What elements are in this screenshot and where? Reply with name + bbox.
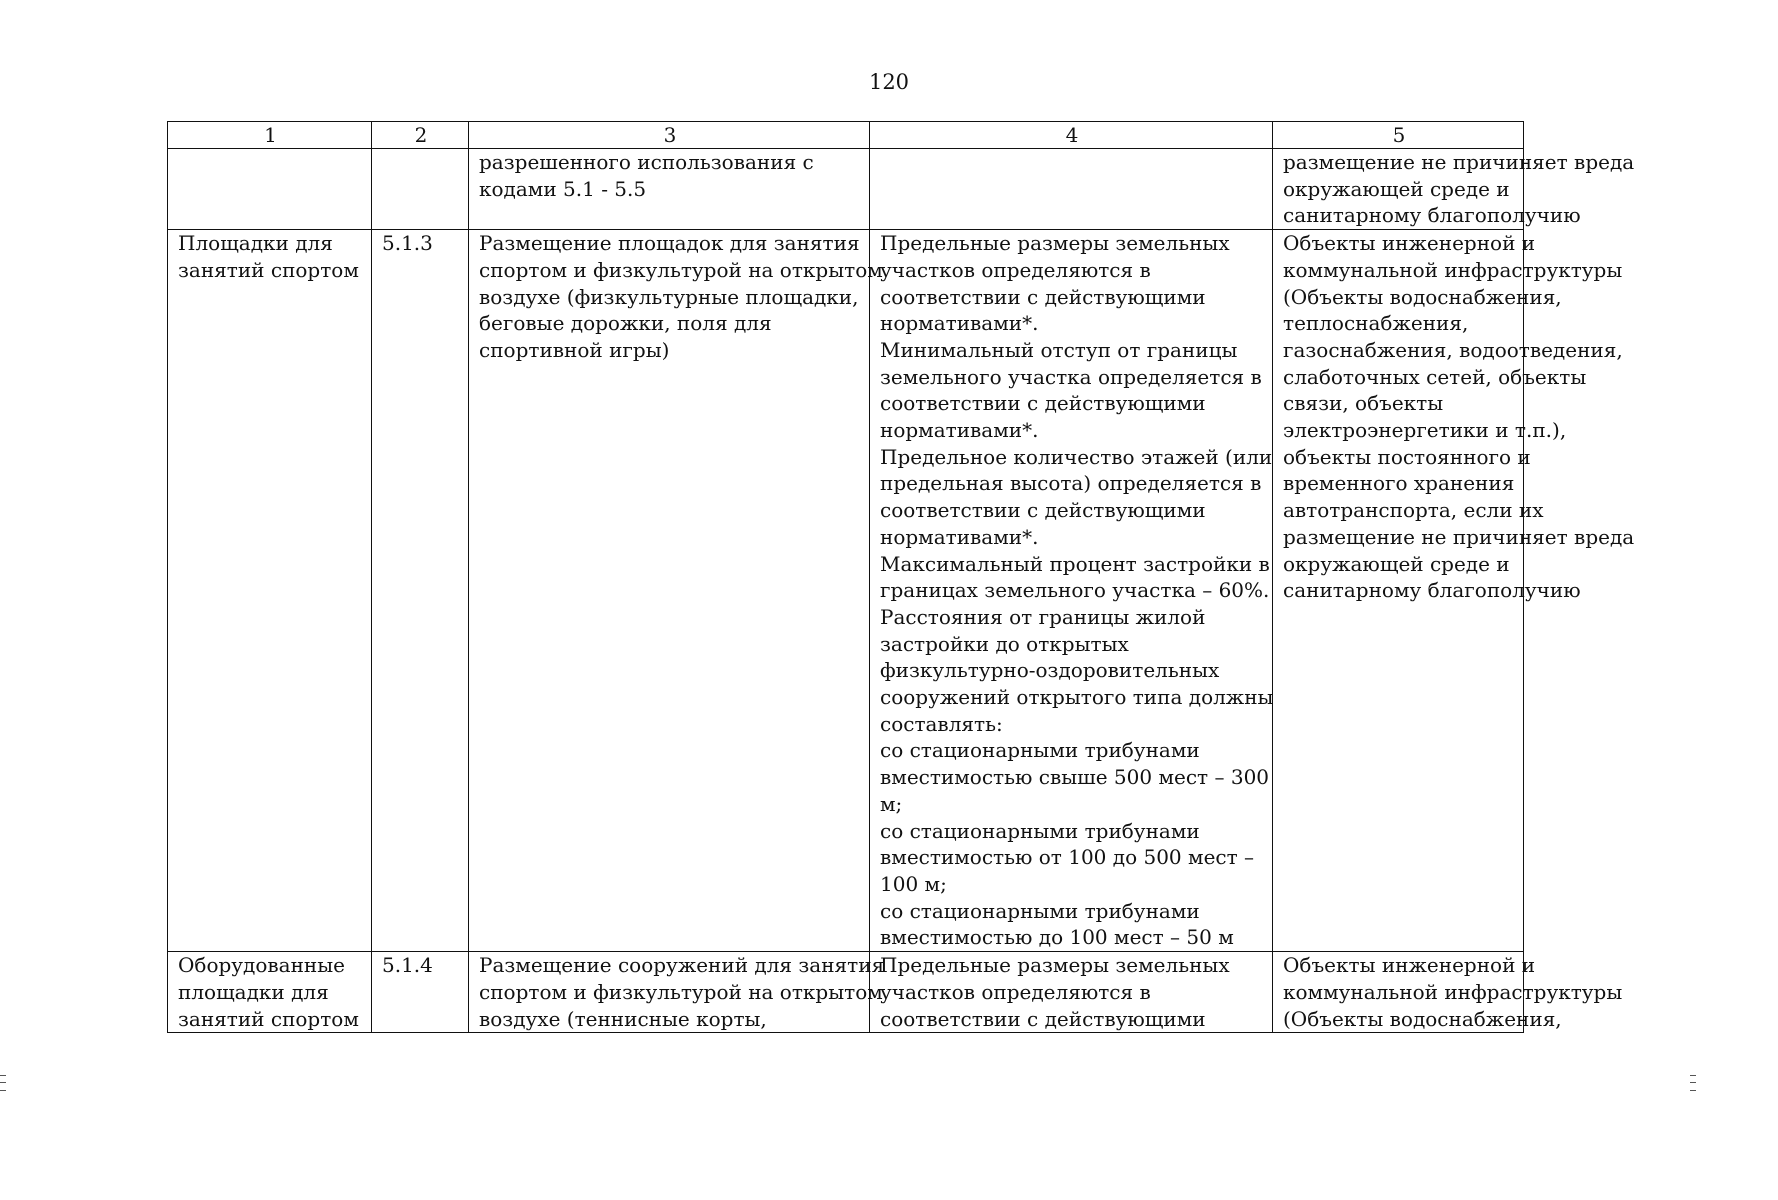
cell-use-code xyxy=(372,952,469,1033)
cell-text-line: участков определяются в xyxy=(880,257,1151,282)
cell-auxiliary-uses xyxy=(1273,952,1623,1033)
cell-text-line: Площадки для xyxy=(178,231,333,256)
cell-use-code xyxy=(372,230,469,952)
page-number: 120 xyxy=(868,70,910,94)
cell-text-line: объекты постоянного и xyxy=(1283,444,1531,469)
cell-text-line: коммунальной инфраструктуры xyxy=(1283,979,1623,1004)
cell-text-line: площадки для xyxy=(178,979,329,1004)
cell-text-line: Оборудованные xyxy=(178,953,346,978)
cell-text-line: слаботочных сетей, объекты xyxy=(1283,364,1587,389)
header-col-3: 3 xyxy=(469,122,870,149)
cell-text-line: беговые дорожки, поля для xyxy=(479,311,772,336)
cell-text-line: теплоснабжения, xyxy=(1283,311,1469,336)
cell-text-line: 5.1.4 xyxy=(382,953,433,978)
cell-parameters xyxy=(870,230,1273,952)
cell-text-line: сооружений открытого типа должны xyxy=(880,685,1274,710)
cell-text-line: спортом и физкультурой на открытом xyxy=(479,979,883,1004)
cell-text-line: нормативами*. xyxy=(880,418,1039,443)
cell-text-line: разрешенного использования с xyxy=(479,150,814,174)
table-row xyxy=(168,230,1524,952)
cell-text-line: вместимостью до 100 мест – 50 м xyxy=(880,925,1234,950)
cell-text-line: газоснабжения, водоотведения, xyxy=(1283,337,1623,362)
cell-text-line: кодами 5.1 - 5.5 xyxy=(479,176,647,201)
cell-text-line: занятий спортом xyxy=(178,1006,359,1031)
cell-text-line: воздухе (теннисные корты, xyxy=(479,1006,767,1031)
cell-text-line: составлять: xyxy=(880,711,1003,736)
cell-use-description xyxy=(469,230,883,952)
cell-text-line: Предельное количество этажей (или xyxy=(880,444,1273,469)
cell-text-line: санитарному благополучию xyxy=(1283,203,1581,228)
cell-text-line: автотранспорта, если их xyxy=(1283,498,1544,523)
header-col-1: 1 xyxy=(168,122,372,149)
cell-text-line: 5.1.3 xyxy=(382,231,433,256)
cell-use-description xyxy=(469,149,870,230)
cell-text-line: Объекты инженерной и xyxy=(1283,231,1536,256)
table-header-row xyxy=(168,122,1524,149)
cell-parameters xyxy=(870,149,1273,230)
cell-text-line: Размещение сооружений для занятия xyxy=(479,953,885,978)
cell-use-type xyxy=(168,952,372,1033)
cell-text-line: окружающей среде и xyxy=(1283,176,1510,201)
cell-text-line: 100 м; xyxy=(880,871,947,896)
cell-text-line: (Объекты водоснабжения, xyxy=(1283,284,1562,309)
cell-use-type xyxy=(168,230,372,952)
cell-text-line: застройки до открытых xyxy=(880,631,1129,656)
cell-text-line: м; xyxy=(880,791,903,816)
cell-text-line: нормативами*. xyxy=(880,311,1039,336)
cell-parameters xyxy=(870,952,1273,1033)
cell-text-line: границах земельного участка – 60%. xyxy=(880,578,1270,603)
cell-auxiliary-uses xyxy=(1273,230,1635,952)
cell-text-line: предельная высота) определяется в xyxy=(880,471,1262,496)
table-row xyxy=(168,149,1524,230)
cell-text-line: спортом и физкультурой на открытом xyxy=(479,257,883,282)
header-col-4: 4 xyxy=(870,122,1273,149)
cell-use-description xyxy=(469,952,885,1033)
cell-text-line: земельного участка определяется в xyxy=(880,364,1262,389)
cell-text-line: связи, объекты xyxy=(1283,391,1444,416)
cell-text-line: спортивной игры) xyxy=(479,337,670,362)
cell-text-line: (Объекты водоснабжения, xyxy=(1283,1006,1562,1031)
cell-text-line: окружающей среде и xyxy=(1283,551,1510,576)
cell-text-line: коммунальной инфраструктуры xyxy=(1283,257,1623,282)
cell-text-line: соответствии с действующими xyxy=(880,391,1206,416)
cell-text-line: Предельные размеры земельных xyxy=(880,231,1230,256)
cell-text-line: со стационарными трибунами xyxy=(880,738,1200,763)
cell-text-line: физкультурно-оздоровительных xyxy=(880,658,1220,683)
cell-text-line: временного хранения xyxy=(1283,471,1515,496)
cell-text-line: соответствии с действующими xyxy=(880,1006,1206,1031)
cell-text-line: вместимостью свыше 500 мест – 300 xyxy=(880,765,1270,790)
cell-text-line: воздухе (физкультурные площадки, xyxy=(479,284,859,309)
cell-text-line: участков определяются в xyxy=(880,979,1151,1004)
cell-text-line: Расстояния от границы жилой xyxy=(880,604,1206,629)
cell-text-line: вместимостью от 100 до 500 мест – xyxy=(880,845,1255,870)
cell-use-code xyxy=(372,149,469,230)
cell-text-line: занятий спортом xyxy=(178,257,359,282)
cell-text-line: со стационарными трибунами xyxy=(880,898,1200,923)
cell-text-line: соответствии с действующими xyxy=(880,284,1206,309)
cell-text-line: размещение не причиняет вреда xyxy=(1283,150,1635,174)
scan-edge-mark-right xyxy=(1690,1075,1696,1091)
cell-text-line: со стационарными трибунами xyxy=(880,818,1200,843)
scan-edge-mark-left xyxy=(0,1075,6,1091)
cell-text-line: соответствии с действующими xyxy=(880,498,1206,523)
header-col-2: 2 xyxy=(372,122,469,149)
cell-text-line: нормативами*. xyxy=(880,524,1039,549)
header-col-5: 5 xyxy=(1273,122,1524,149)
cell-text-line: Размещение площадок для занятия xyxy=(479,231,860,256)
cell-text-line: Предельные размеры земельных xyxy=(880,953,1230,978)
cell-text-line: Объекты инженерной и xyxy=(1283,953,1536,978)
cell-text-line: санитарному благополучию xyxy=(1283,578,1581,603)
cell-use-type xyxy=(168,149,372,230)
cell-text-line: размещение не причиняет вреда xyxy=(1283,524,1635,549)
zoning-table xyxy=(167,121,1635,1033)
cell-text-line: электроэнергетики и т.п.), xyxy=(1283,418,1567,443)
table-row xyxy=(168,952,1524,1033)
cell-auxiliary-uses xyxy=(1273,149,1635,230)
cell-text-line: Минимальный отступ от границы xyxy=(880,337,1238,362)
cell-text-line: Максимальный процент застройки в xyxy=(880,551,1270,576)
